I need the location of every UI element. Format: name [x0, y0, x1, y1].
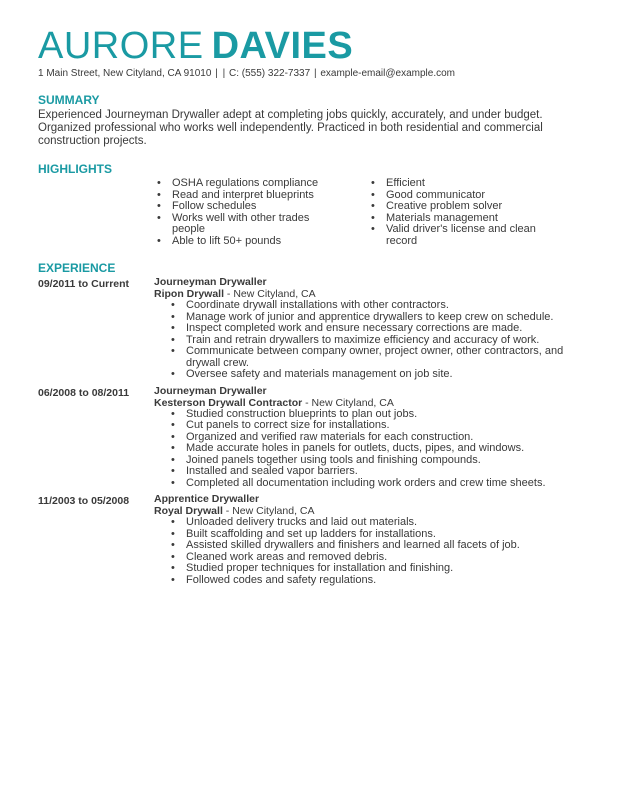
- list-item: • Read and interpret blueprints: [154, 190, 368, 202]
- list-item: • Studied construction blueprints to plan out jobs.: [168, 409, 584, 421]
- list-item: • Able to lift 50+ pounds: [154, 236, 368, 248]
- list-item: • Materials management: [368, 213, 582, 225]
- job-duties: [168, 409, 584, 490]
- last-name: DAVIES: [211, 25, 354, 67]
- candidate-name: [38, 26, 584, 66]
- experience-heading: EXPERIENCE: [38, 261, 116, 275]
- list-item: • Valid driver's license and clean record: [368, 224, 582, 247]
- address: 1 Main Street, New Cityland, CA 91010: [38, 68, 212, 79]
- company-location: - New Cityland, CA: [302, 396, 394, 409]
- list-item: • Installed and sealed vapor barriers.: [168, 466, 584, 478]
- job-duties: [168, 300, 584, 381]
- list-item: • Cleaned work areas and removed debris.: [168, 552, 584, 564]
- job-title: Apprentice Drywaller: [154, 493, 260, 505]
- job-duties: [168, 517, 584, 586]
- list-item: • Cut panels to correct size for installations.: [168, 420, 584, 432]
- list-item: • Joined panels together using tools and finishing compounds.: [168, 455, 584, 467]
- experience-list: [38, 277, 584, 586]
- list-item: • Follow schedules: [154, 201, 368, 213]
- job-entry: [38, 277, 584, 381]
- list-item: • Coordinate drywall installations with other contractors.: [168, 300, 584, 312]
- list-item: • Completed all documentation including work orders and crew time sheets.: [168, 478, 584, 490]
- company-name: Royal Drywall: [154, 505, 223, 517]
- list-item: • Assisted skilled drywallers and finishers and learned all facets of job.: [168, 540, 584, 552]
- company-name: Ripon Drywall: [154, 288, 225, 300]
- separator: |: [222, 68, 226, 79]
- list-item: • Efficient: [368, 178, 582, 190]
- list-item: • OSHA regulations compliance: [154, 178, 368, 190]
- highlights-right-column: [368, 178, 582, 247]
- list-item: • Studied proper techniques for installation and finishing.: [168, 563, 584, 575]
- job-entry: [38, 494, 584, 586]
- job-dates: 06/2008 to 08/2011: [38, 386, 130, 399]
- list-item: • Oversee safety and materials management on job site.: [168, 369, 584, 381]
- separator: |: [313, 68, 317, 79]
- contact-line: [38, 68, 584, 79]
- list-item: • Inspect completed work and ensure necessary corrections are made.: [168, 323, 584, 335]
- job-company-line: [154, 397, 584, 409]
- highlights-list: [154, 178, 584, 247]
- summary-heading: SUMMARY: [38, 93, 100, 107]
- summary-text: Experienced Journeyman Drywaller adept at completing jobs quickly, accurately, and under budget. Organized professional who works well independently. Practiced in both residential and commercial construction projects.: [38, 109, 543, 147]
- list-item: • Made accurate holes in panels for outlets, ducts, pipes, and windows.: [168, 443, 584, 455]
- list-item: • Unloaded delivery trucks and laid out materials.: [168, 517, 584, 529]
- company-name: Kesterson Drywall Contractor: [154, 396, 303, 409]
- company-location: - New Cityland, CA: [224, 288, 316, 300]
- job-details: [154, 494, 584, 586]
- list-item: • Creative problem solver: [368, 201, 582, 213]
- job-details: [154, 277, 584, 381]
- job-dates: 11/2003 to 05/2008: [38, 495, 130, 507]
- separator: |: [215, 68, 218, 79]
- job-title: Journeyman Drywaller: [154, 276, 267, 288]
- phone: C: (555) 322-7337: [229, 68, 311, 79]
- email: example-email@example.com: [320, 68, 455, 79]
- highlights-left-column: [154, 178, 368, 247]
- company-location: - New Cityland, CA: [222, 505, 315, 517]
- job-title: Journeyman Drywaller: [154, 384, 267, 397]
- list-item: • Works well with other trades people: [154, 213, 368, 236]
- job-entry: [38, 386, 584, 490]
- list-item: • Train and retrain drywallers to maximize efficiency and accuracy of work.: [168, 335, 584, 347]
- list-item: • Followed codes and safety regulations.: [168, 575, 584, 587]
- list-item: • Organized and verified raw materials for each construction.: [168, 432, 584, 444]
- first-name: AURORE: [38, 25, 204, 67]
- job-details: [154, 386, 584, 490]
- list-item: • Built scaffolding and set up ladders for installations.: [168, 529, 584, 541]
- list-item: • Manage work of junior and apprentice drywallers to keep crew on schedule.: [168, 312, 584, 324]
- list-item: • Good communicator: [368, 190, 582, 202]
- list-item: • Communicate between company owner, project owner, other contractors, and drywall crew.: [168, 346, 584, 369]
- highlights-heading: HIGHLIGHTS: [38, 162, 112, 176]
- job-dates: 09/2011 to Current: [38, 278, 130, 290]
